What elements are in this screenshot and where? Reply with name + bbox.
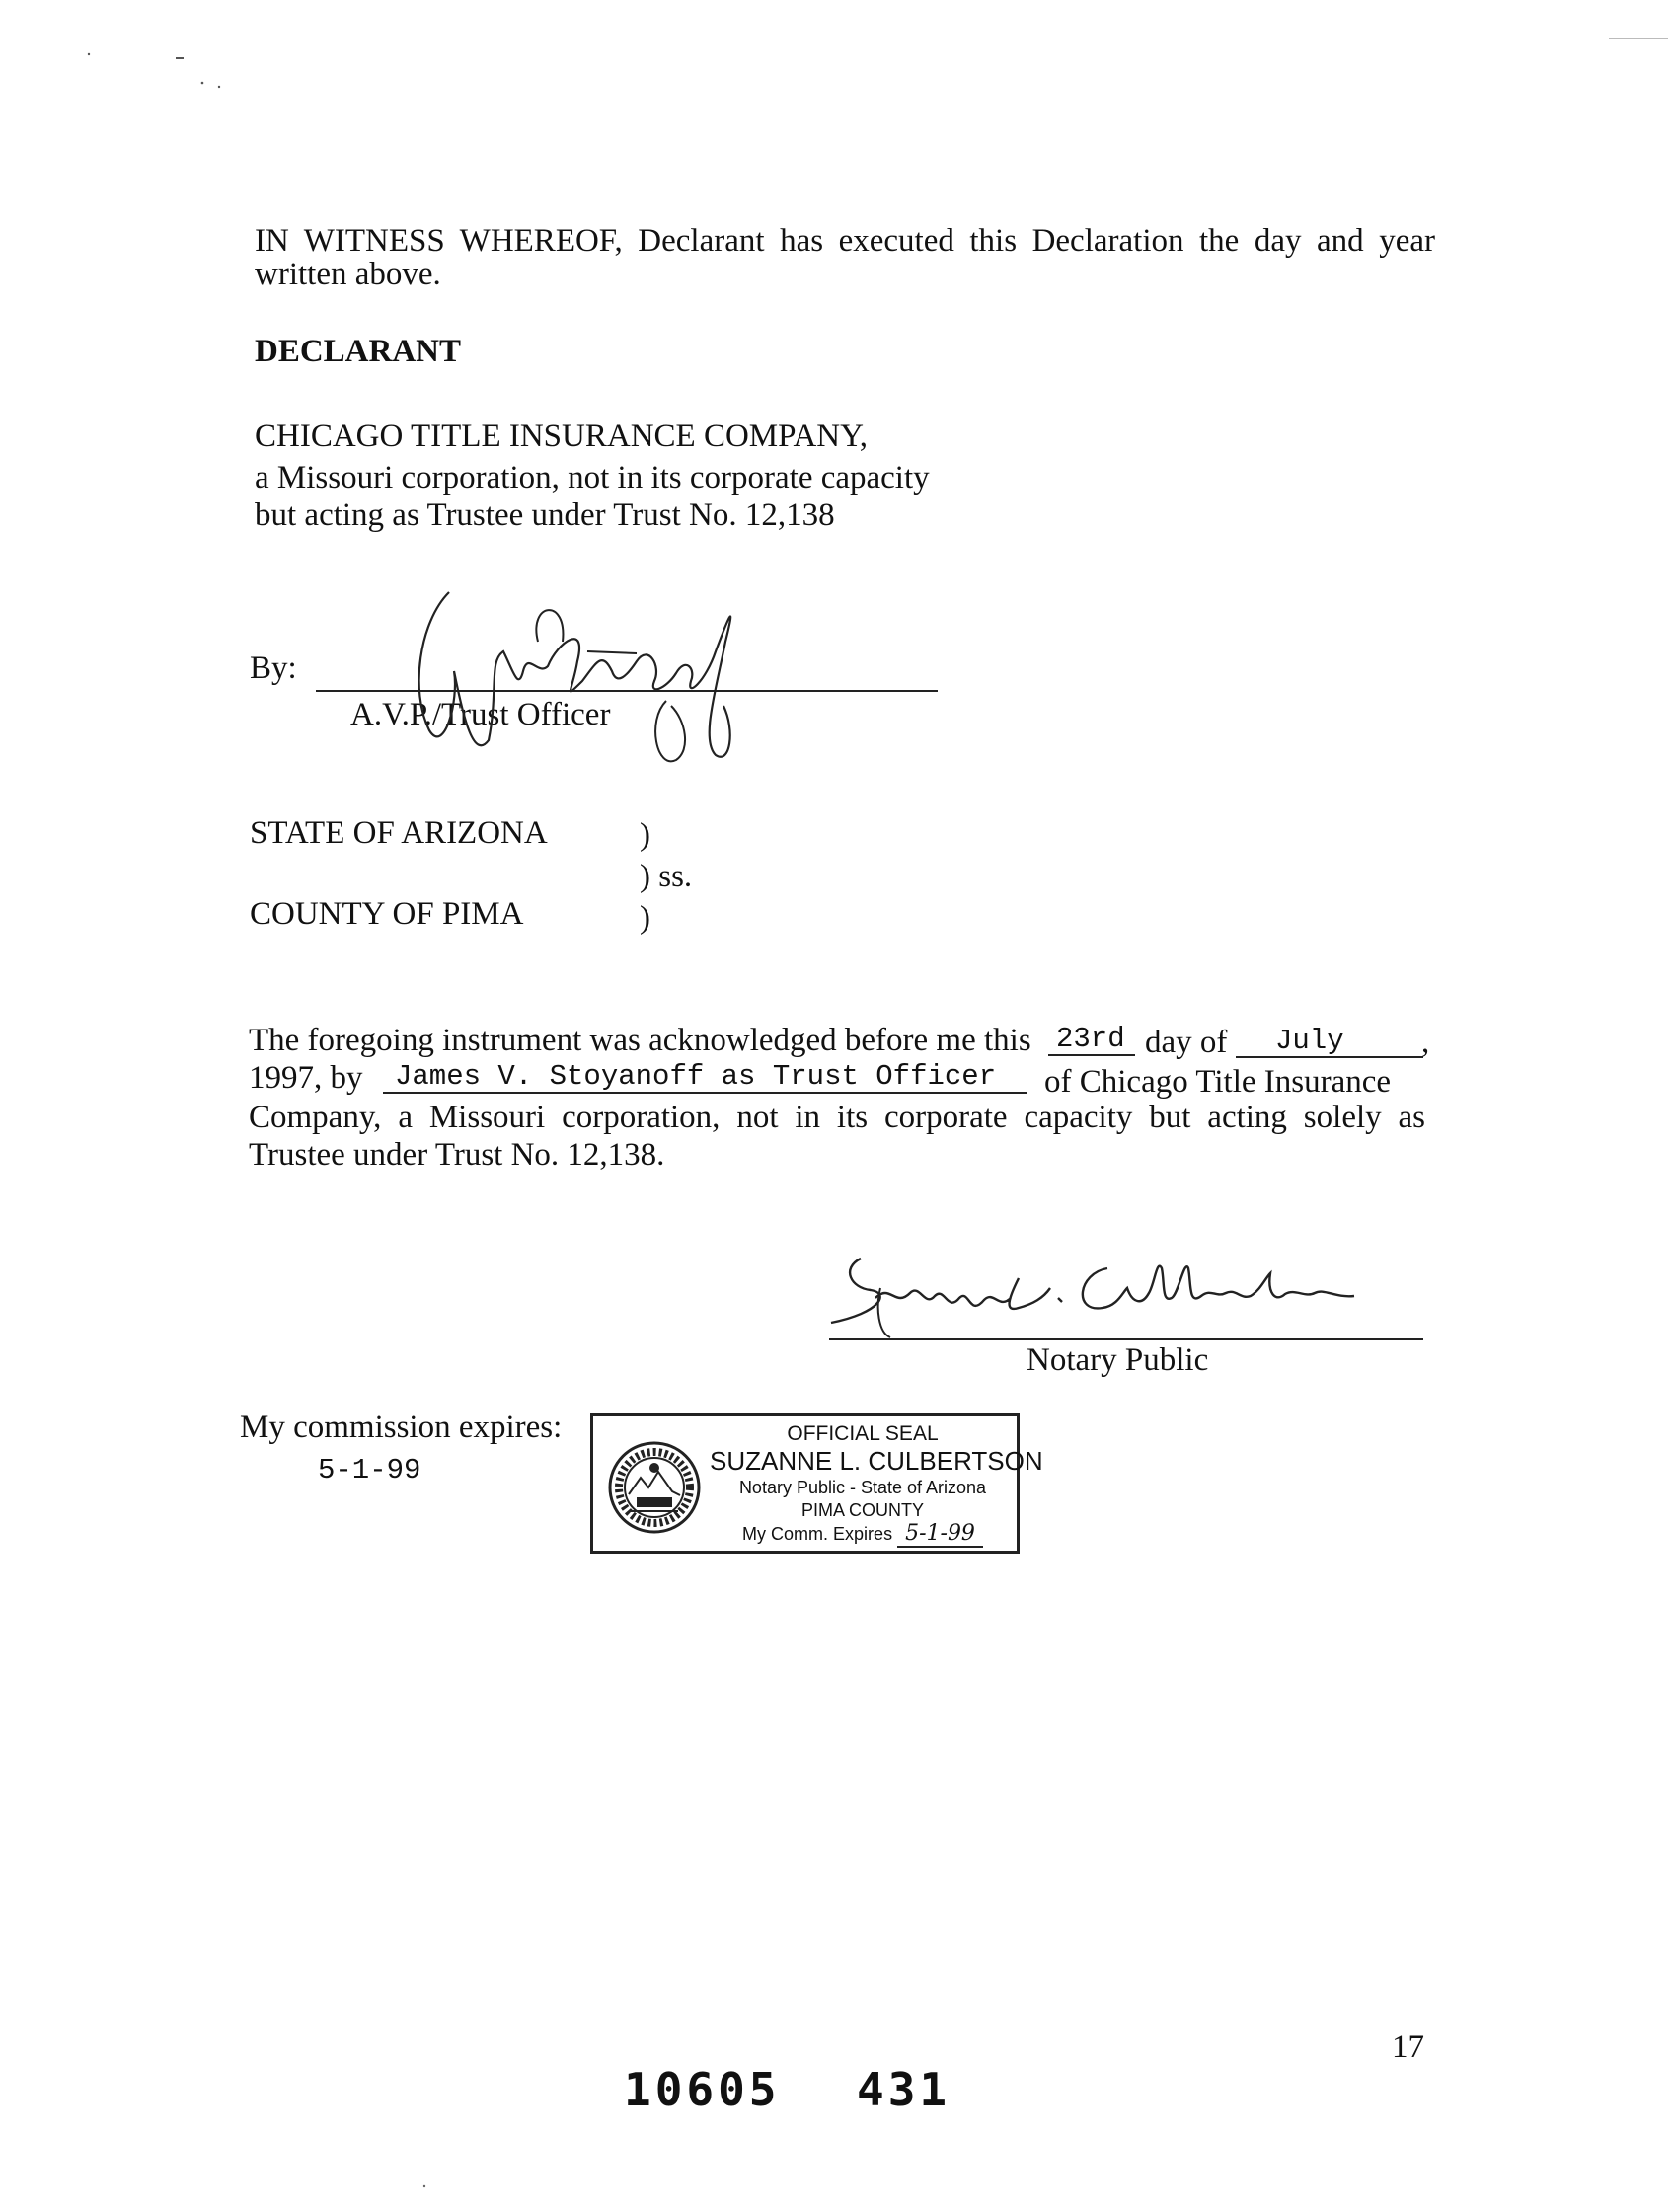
recording-page-number: 431 <box>857 2063 951 2116</box>
seal-expires-handwritten: 5-1-99 <box>897 1521 983 1548</box>
ack-intro: The foregoing instrument was acknowledged before me this <box>249 1023 1031 1058</box>
company-name: CHICAGO TITLE INSURANCE COMPANY, <box>255 419 868 454</box>
ack-name-field: James V. Stoyanoff as Trust Officer <box>383 1060 1027 1094</box>
seal-line3: Notary Public - State of Arizona <box>738 1478 987 1497</box>
commission-date: 5-1-99 <box>318 1454 421 1487</box>
ack-line4: Trustee under Trust No. 12,138. <box>249 1137 665 1173</box>
notary-label: Notary Public <box>1027 1342 1209 1378</box>
company-description: a Missouri corporation, not in its corporate capacity <box>255 460 930 496</box>
venue-paren-2: ) <box>640 900 650 936</box>
ack-year-by: 1997, by <box>249 1060 363 1096</box>
official-seal-stamp <box>590 1413 1043 1554</box>
recording-book-number: 10605 <box>624 2063 781 2116</box>
ack-comma: , <box>1421 1025 1430 1060</box>
venue-state: STATE OF ARIZONA <box>250 815 548 851</box>
company-trust-line: but acting as Trustee under Trust No. 12,138 <box>255 497 835 533</box>
seal-line4: PIMA COUNTY <box>800 1500 924 1520</box>
witness-clause-line2: written above. <box>255 257 441 292</box>
page-number: 17 <box>1392 2029 1424 2065</box>
commission-label: My commission expires: <box>240 1410 563 1445</box>
by-label: By: <box>250 650 297 686</box>
seal-line5: My Comm. Expires <box>742 1524 893 1544</box>
arizona-seal-emblem <box>607 1440 702 1535</box>
witness-clause-line1: IN WITNESS WHEREOF, Declarant has executed this Declaration the day and year <box>255 223 1435 259</box>
ack-of-company: of Chicago Title Insurance <box>1044 1064 1392 1100</box>
notary-signature <box>821 1239 1374 1347</box>
seal-line1: OFFICIAL SEAL <box>787 1422 939 1445</box>
venue-county: COUNTY OF PIMA <box>250 896 524 932</box>
signer-title: A.V.P./Trust Officer <box>350 697 611 732</box>
ack-month-field: July <box>1236 1025 1423 1058</box>
venue-paren-1: ) <box>640 817 650 853</box>
ack-day-field: 23rd <box>1048 1023 1135 1056</box>
seal-line2: SUZANNE L. CULBERTSON <box>710 1446 1043 1476</box>
venue-ss: ) ss. <box>640 859 693 894</box>
trust-officer-signature <box>390 582 765 780</box>
ack-line3: Company, a Missouri corporation, not in its corporate capacity but acting solely as <box>249 1100 1425 1135</box>
ack-day-of: day of <box>1145 1025 1228 1060</box>
declarant-heading: DECLARANT <box>255 334 462 369</box>
